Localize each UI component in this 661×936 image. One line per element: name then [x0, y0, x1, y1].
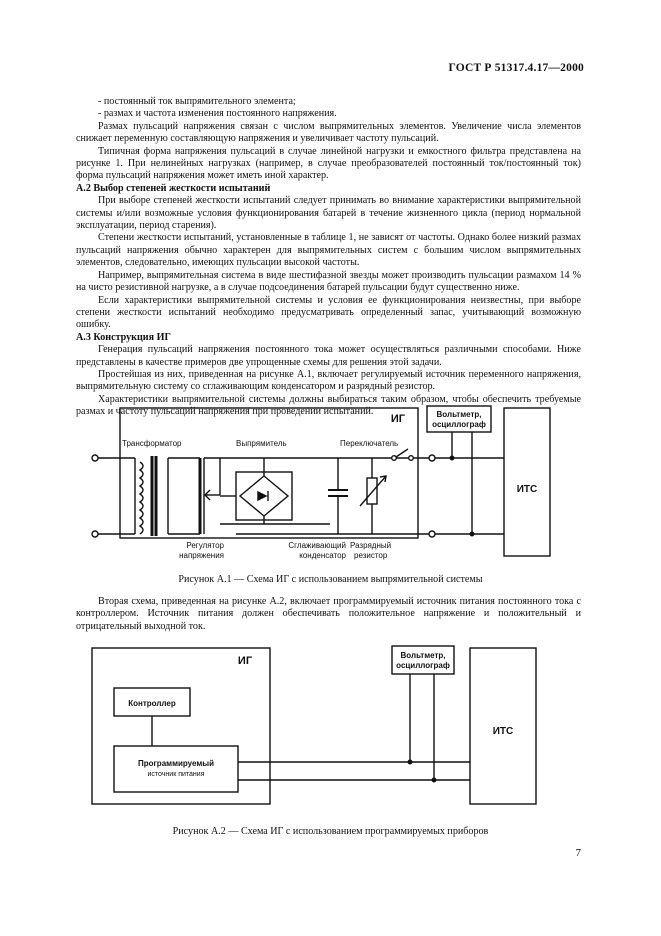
section-number: А.3	[76, 331, 91, 343]
paragraph: Вторая схема, приведенная на рисунке А.2, включает программируемый источник питания постоянного тока с контроллером. Источник питания должен обеспечивать положительное напряжение и положительный и отрицательный выходной ток.	[76, 596, 581, 632]
ig-label: ИГ	[237, 655, 253, 667]
list-item-current: - постоянный ток выпрямительного элемента;	[98, 96, 296, 107]
section-heading-a2	[76, 183, 581, 195]
paragraph: Генерация пульсаций напряжения постоянного тока может осуществляться различными способами. Ниже представлены в качестве примеров две упрощенные схемы для решения этой задачи.	[76, 344, 581, 368]
its-label: ИТС	[492, 726, 514, 737]
paragraph: Если характеристики выпрямительной системы и условия ее функционирования неизвестны, при выборе степени жесткости испытаний необходимо предусматривать определенный запас, учитывающий возможную ошибку.	[76, 294, 581, 331]
capacitor-label: конденсатор	[299, 551, 346, 560]
meter-label: осциллограф	[432, 420, 486, 429]
paragraph: Характеристики выпрямительной системы должны выбираться таким образом, чтобы обеспечить требуемые размах и частоту пульсаций напряжения при проведении испытаний.	[76, 393, 581, 418]
meter-label: Вольтметр,	[400, 651, 446, 660]
its-box	[504, 408, 550, 556]
body-text-top	[76, 96, 581, 419]
input-terminal-bottom	[92, 531, 98, 537]
paragraph: Типичная форма напряжения пульсаций в случае линейной нагрузки и емкостного фильтра представлена на рисунке 1. При нелинейных нагрузках (например, в случае преобразователей постоянный ток/постоянный ток) форма пульсаций напряжения может иметь иной характер.	[76, 145, 581, 182]
section-title: Конструкция ИГ	[93, 331, 171, 343]
meter-label: осциллограф	[396, 661, 450, 670]
capacitor-label: Сглаживающий	[288, 541, 346, 550]
output-terminal-top	[429, 455, 435, 461]
its-label: ИТС	[516, 484, 538, 495]
output-terminal-bottom	[429, 531, 435, 537]
resistor-label: Разрядный	[350, 541, 392, 550]
regulator-label: Регулятор	[186, 541, 224, 550]
ig-label: ИГ	[390, 413, 405, 425]
regulator-label: напряжения	[179, 551, 224, 560]
section-number: А.2	[76, 182, 91, 194]
section-heading-a3	[76, 332, 581, 344]
paragraph: Степени жесткости испытаний, установленные в таблице 1, не зависят от частоты. Однако более низкий размах пульсаций напряжения обычно характерен для выпрямительных систем с большим числом выпрямительных элементов, следовательно, имеющих пульсации высокой частоты.	[76, 232, 581, 269]
paragraph: Размах пульсаций напряжения связан с числом выпрямительных элементов. Увеличение числа элементов снижает переменную составляющую напряжения и увеличивает частоту пульсаций.	[76, 120, 581, 145]
input-terminal-top	[92, 455, 98, 461]
controller-label: Контроллер	[128, 699, 176, 708]
figure-a1-caption: Рисунок А.1 — Схема ИГ с использованием выпрямительной системы	[178, 574, 483, 585]
psu-box	[114, 746, 238, 792]
list-item-ripple: - размах и частота изменения постоянного напряжения.	[98, 108, 337, 120]
figure-a2-caption: Рисунок А.2 — Схема ИГ с использованием программируемых приборов	[172, 826, 489, 837]
transformer-primary	[140, 462, 143, 534]
paragraph: Например, выпрямительная система в виде шестифазной звезды может производить пульсации размахом 14 % на чисто резистивной нагрузке, а в случае подсоединения батарей пульсации будут существенно ниже.	[76, 269, 581, 294]
section-title: Выбор степеней жесткости испытаний	[93, 182, 271, 194]
resistor-label: резистор	[354, 551, 388, 560]
body-text-bottom	[76, 596, 581, 633]
meter-label: Вольтметр,	[436, 410, 482, 419]
paragraph: Простейшая из них, приведенная на рисунке А.1, включает регулируемый источник переменного напряжения, выпрямительную систему со сглаживающим конденсатором и разрядный резистор.	[76, 368, 581, 393]
switch-label: Переключатель	[340, 439, 399, 448]
discharge-resistor	[367, 478, 377, 504]
figure-a2-schematic	[0, 640, 661, 820]
transformer-label: Трансформатор	[122, 439, 182, 448]
ig-box	[120, 408, 418, 538]
paragraph: При выборе степеней жесткости испытаний следует принимать во внимание характеристики выпрямительной системы и/или возможные условия функционирования батарей в течение жизненного цикла (период нормальной эксплуатации, период старения).	[76, 195, 581, 232]
document-header: ГОСТ Р 51317.4.17—2000	[448, 62, 584, 74]
rectifier-label: Выпрямитель	[236, 439, 287, 448]
page-number: 7	[575, 847, 581, 859]
psu-label: Программируемый	[137, 759, 215, 768]
psu-label: источник питания	[147, 771, 205, 778]
figure-a1-schematic	[0, 400, 661, 572]
